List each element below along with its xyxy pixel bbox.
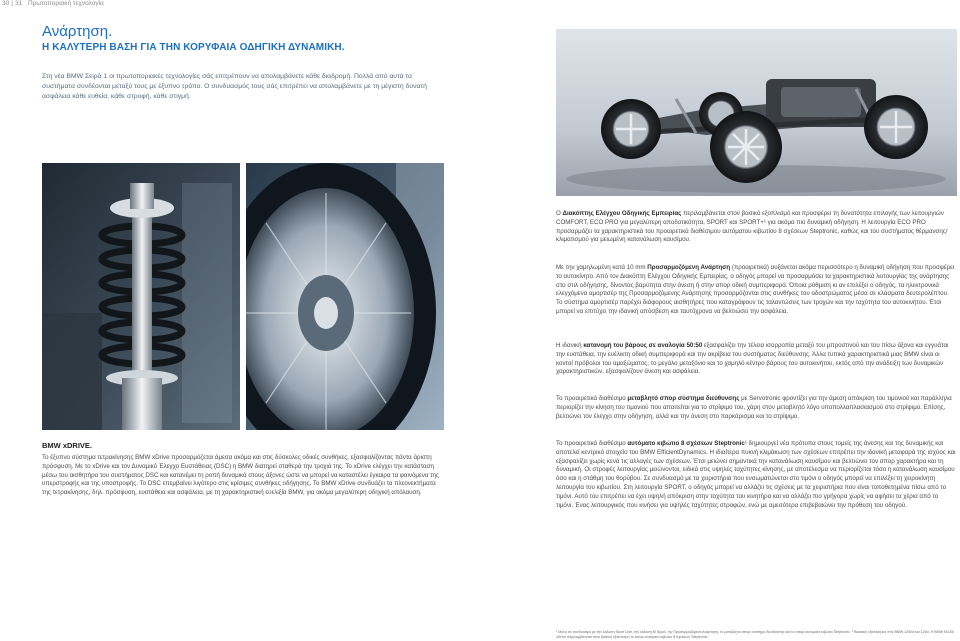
shock-absorber-illustration (42, 163, 240, 430)
page-number-left: 30 (2, 0, 10, 7)
paragraph-post: (προαιρετικά) αυξάνεται ακόμα περισσότερο η δυναμική οδήγηση που προσφέρει το αυτοκίνητο. Από τον Διακόπτη Ελέγχου Οδηγικής Εμπειρίας, ο οδηγός μπορεί να προσαρμόσει τα χαρακτηριστικά λειτουργίας της ανάρτησης στο στιλ οδήγησης, δίνοντας βαρύτητα στην άνεση ή στην απορ οδική συμπεριφορά. Όποια ρύθμιση κι αν επιλέξει ο οδηγός, τα ηλεκτρονικά ελεγχόμενα αμορτισέρ της Προσαρμοζόμενης Ανάρτησης προσαρμόζονται στις συνθήκες του οδοστρώματος μέσα σε κλάσματα δευτερολέπτου. Το σύστημα αμορτισέρ παρέχει διάφορους αισθητήρες που καταγράφουν τις ταλαντώσεις των τροχών και την ταχύτητα του αυτοκινήτου. Έτσι μπορεί να επιτύχει την ιδανική απόσβεση και ταυτόχρονα να βελτιώσει την ασφάλεια. (556, 264, 955, 315)
wheel-illustration (246, 163, 444, 430)
xdrive-paragraph: Το έξυπνο σύστημα τετρακίνησης BMW xDrive προσαρμόζεται άμεσα ακόμα και στις δύσκολες οδικές συνθήκες, εξασφαλίζοντας πάντα άριστη πρόσφυση. Με το xDrive και τον Δυναμικό Έλεγχο Ευστάθειας (DSC) η BMW διατηρεί σταθερά την τροχιά της. Το xDrive ελέγχει την κατάσταση μέσω του αισθητήρα του συστήματος DSC και κατανέμει τη ροπή δυναμικά στους άξονες ώστε να μπορεί να καταστέλει έγκαιρα τα φαινόμενα της υπερστροφής και της υποστροφής. Το DSC επεμβαίνει λιγότερο στις κρίσιμες συνθήκες οδήγησης. Το BMW xDrive συνδυάζει τα πλεονεκτήματα της τετρακίνησης, δηλ. πρόσφυση, ευστάθεια και ασφάλεια, με τη χαρακτηριστική ευελιξία BMW, για ακόμα μεγαλύτερη οδηγική απόλαυση. (42, 454, 439, 497)
page-header (2, 0, 104, 7)
paragraph-post: με Servotronic φροντίζει για την άμεση απόκριση του τιμονιού και παράλληλα περιορίζει την κίνηση του τιμονιού που απαιτείται για το στρίψιμο του, χάρη στον μεταβλητό λόγο υποπολλαπλασιασμού στο στρίψιμο. Επίσης, βελτιώνει τον έλεγχο στην οδήγηση, αλλά και την άνεση στο παρκάρισμα και το στρίψιμο. (556, 395, 952, 420)
steptronic-paragraph (556, 440, 956, 510)
paragraph-pre: Το προαιρετικά διαθέσιμο (556, 440, 628, 447)
paragraph-pre: Ο (556, 210, 563, 217)
paragraph-highlight: αυτόματο κιβώτιο 8 σχέσεων Steptronic (627, 440, 745, 447)
intro-paragraph: Στη νέα BMW Σειρά 1 οι πρωτοποριακές τεχνολογίες σάς επιτρέπουν να απολαμβάνετε κάθε διαδρομή. Πολλά από αυτά τα συστήματα συνδέονται μεταξύ τους με έξυπνο τρόπο. Ο συνδυασμός τους σάς επιτρέπει να απολαμβάνετε με τη μέγιστη δυνατή ασφάλεια κάθε ευθεία, κάθε στροφή, κάθε στιγμή. (42, 73, 427, 100)
driving-experience-paragraph (556, 210, 956, 245)
paragraph-pre: Με την χαμηλωμένη κατά 10 mm (556, 264, 648, 271)
page-title: Ανάρτηση. (42, 23, 113, 40)
paragraph-highlight: μεταβλητό σπορ σύστημα διεύθυνσης (627, 395, 740, 402)
xdrive-title: BMW xDRIVE. (42, 441, 93, 450)
paragraph-pre: Η ιδανική (556, 342, 584, 349)
wheel-image (246, 163, 444, 430)
chassis-image (556, 29, 957, 196)
shock-absorber-image (42, 163, 240, 430)
footnote: ¹ Μόνο σε συνδυασμό με την έκδοση Sport Line, την έκδοση M Sport, την Προσαρμοζόμενη Ανάρτηση, το μεταβλητό σπορ σύστημα διεύθυνσης και το σπορ αυτόματο κιβώτιο Steptronic. ² Βασικός εξοπλισμός στις BMW 125i/d και 125d. Η BMW M135i xDrive περιλαμβάνεται στον βασικό εξοπλισμό το σπορ αυτόματο κιβώτιο 8 σχέσεων Steptronic. (556, 630, 954, 639)
paragraph-post: περιλαμβάνεται στον βασικό εξοπλισμό και προσφέρει τη δυνατότητα επιλογής των λειτουργιών COMFORT, ECO PRO για μεγαλύτερη αποδοτικότητα, SPORT και SPORT+¹ για ακόμα πιο δυναμική οδήγηση. Η λειτουργία ECO PRO προσαρμόζει τα χαρακτηριστικά του προαιρετικά διαθέσιμου αυτόματου κιβωτίου 8 σχέσεων Steptronic, καθώς και του συστήματος θέρμανσης/κλιματισμού για μειωμένη κατανάλωση καυσίμου. (556, 210, 948, 244)
paragraph-highlight: κατανομή του βάρους σε αναλογία 50:50 (583, 342, 703, 349)
page-number-separator: | (11, 0, 13, 7)
paragraph-highlight: Διακόπτης Ελέγχου Οδηγικής Εμπειρίας (562, 210, 682, 217)
chassis-illustration (556, 29, 957, 196)
adaptive-suspension-paragraph (556, 264, 956, 317)
page-subtitle: Η ΚΑΛΥΤΕΡΗ ΒΑΣΗ ΓΙΑ ΤΗΝ ΚΟΡΥΦΑΙΑ ΟΔΗΓΙΚΗ ΔΥΝΑΜΙΚΗ. (42, 42, 345, 53)
paragraph-post: ¹ δημιουργεί νέα πρότυπα στους τομείς της άνεσης και της δυναμικής και αποτελεί κεντρικό στοιχείο του BMW EfficientDynamics. Η ιδιαίτερα πυκνή κλιμάκωση των σχέσεων επιτρέπει την ιδανική μεταφορά της ισχύος και εξασφαλίζει χωρίς κενά τις αλλαγές των σχέσεων. Έτσι μειώνει σημαντικά την κατανάλωση καυσίμου και βελτιώνει τον σπορ χαρακτήρα και τη δυναμική. Οι στροφές λειτουργίας μειώνονται, ειδικά στις υψηλές ταχύτητες κίνησης, με αποτέλεσμα να περιορίζεται τόσο η κατανάλωση καυσίμου όσο και η στάθμη του θορύβου. Σε συνδυασμό με τα χειριστήρια που ενσωματώνεται στο τιμόνι ο οδηγός μπορεί να επιλέξει τη χειροκίνητη λειτουργία του κιβωτίου. Στη λειτουργία SPORT, ο οδηγός μπορεί να αλλάζει τις σχέσεις με τα χειριστήρια που είναι τοποθετημένα πίσω από το τιμόνι. Αυτό του επιτρέπει να έχει υψηλή απόκριση στην ταχύτητα του κινητήρα και να αλλάζει πιο γρήγορα χωρίς να αφήσει τα χέρια από το τιμόνι. Ένας λειτουργικός που κινήσει για υψηλές ταχύτητες στροφών, ενώ με αμεσότερα επιβεβαιώνει την πρόθεση του οδηγού. (556, 440, 956, 509)
paragraph-post: εξασφαλίζει την τέλεια ισορροπία μεταξύ του μπροστινού και του πίσω άξονα και εγγυάται την ευστάθεια, την ευέλικτη οδική συμπεριφορά και την ακρίβεια του συστήματος διεύθυνσης. Άλλα τυπικά χαρακτηριστικά μιας BMW είναι οι κοντοί πρόβολοι του αμαξώματος, το μεγάλο μεταξόνιο και το χαμηλό κέντρο βάρους του αυτοκινήτου, εκτός από την ανάδειξη των δυναμικών χαρακτηριστικών, εξασφαλίζουν άνεση και ασφάλεια. (556, 342, 949, 376)
paragraph-pre: Το προαιρετικά διαθέσιμο (556, 395, 628, 402)
section-name: Πρωτοποριακή τεχνολογία (27, 0, 104, 7)
paragraph-highlight: Προσαρμοζόμενη Ανάρτηση (647, 264, 731, 271)
sport-steering-paragraph (556, 395, 956, 421)
page-number-right: 31 (14, 0, 23, 7)
weight-distribution-paragraph (556, 342, 956, 377)
